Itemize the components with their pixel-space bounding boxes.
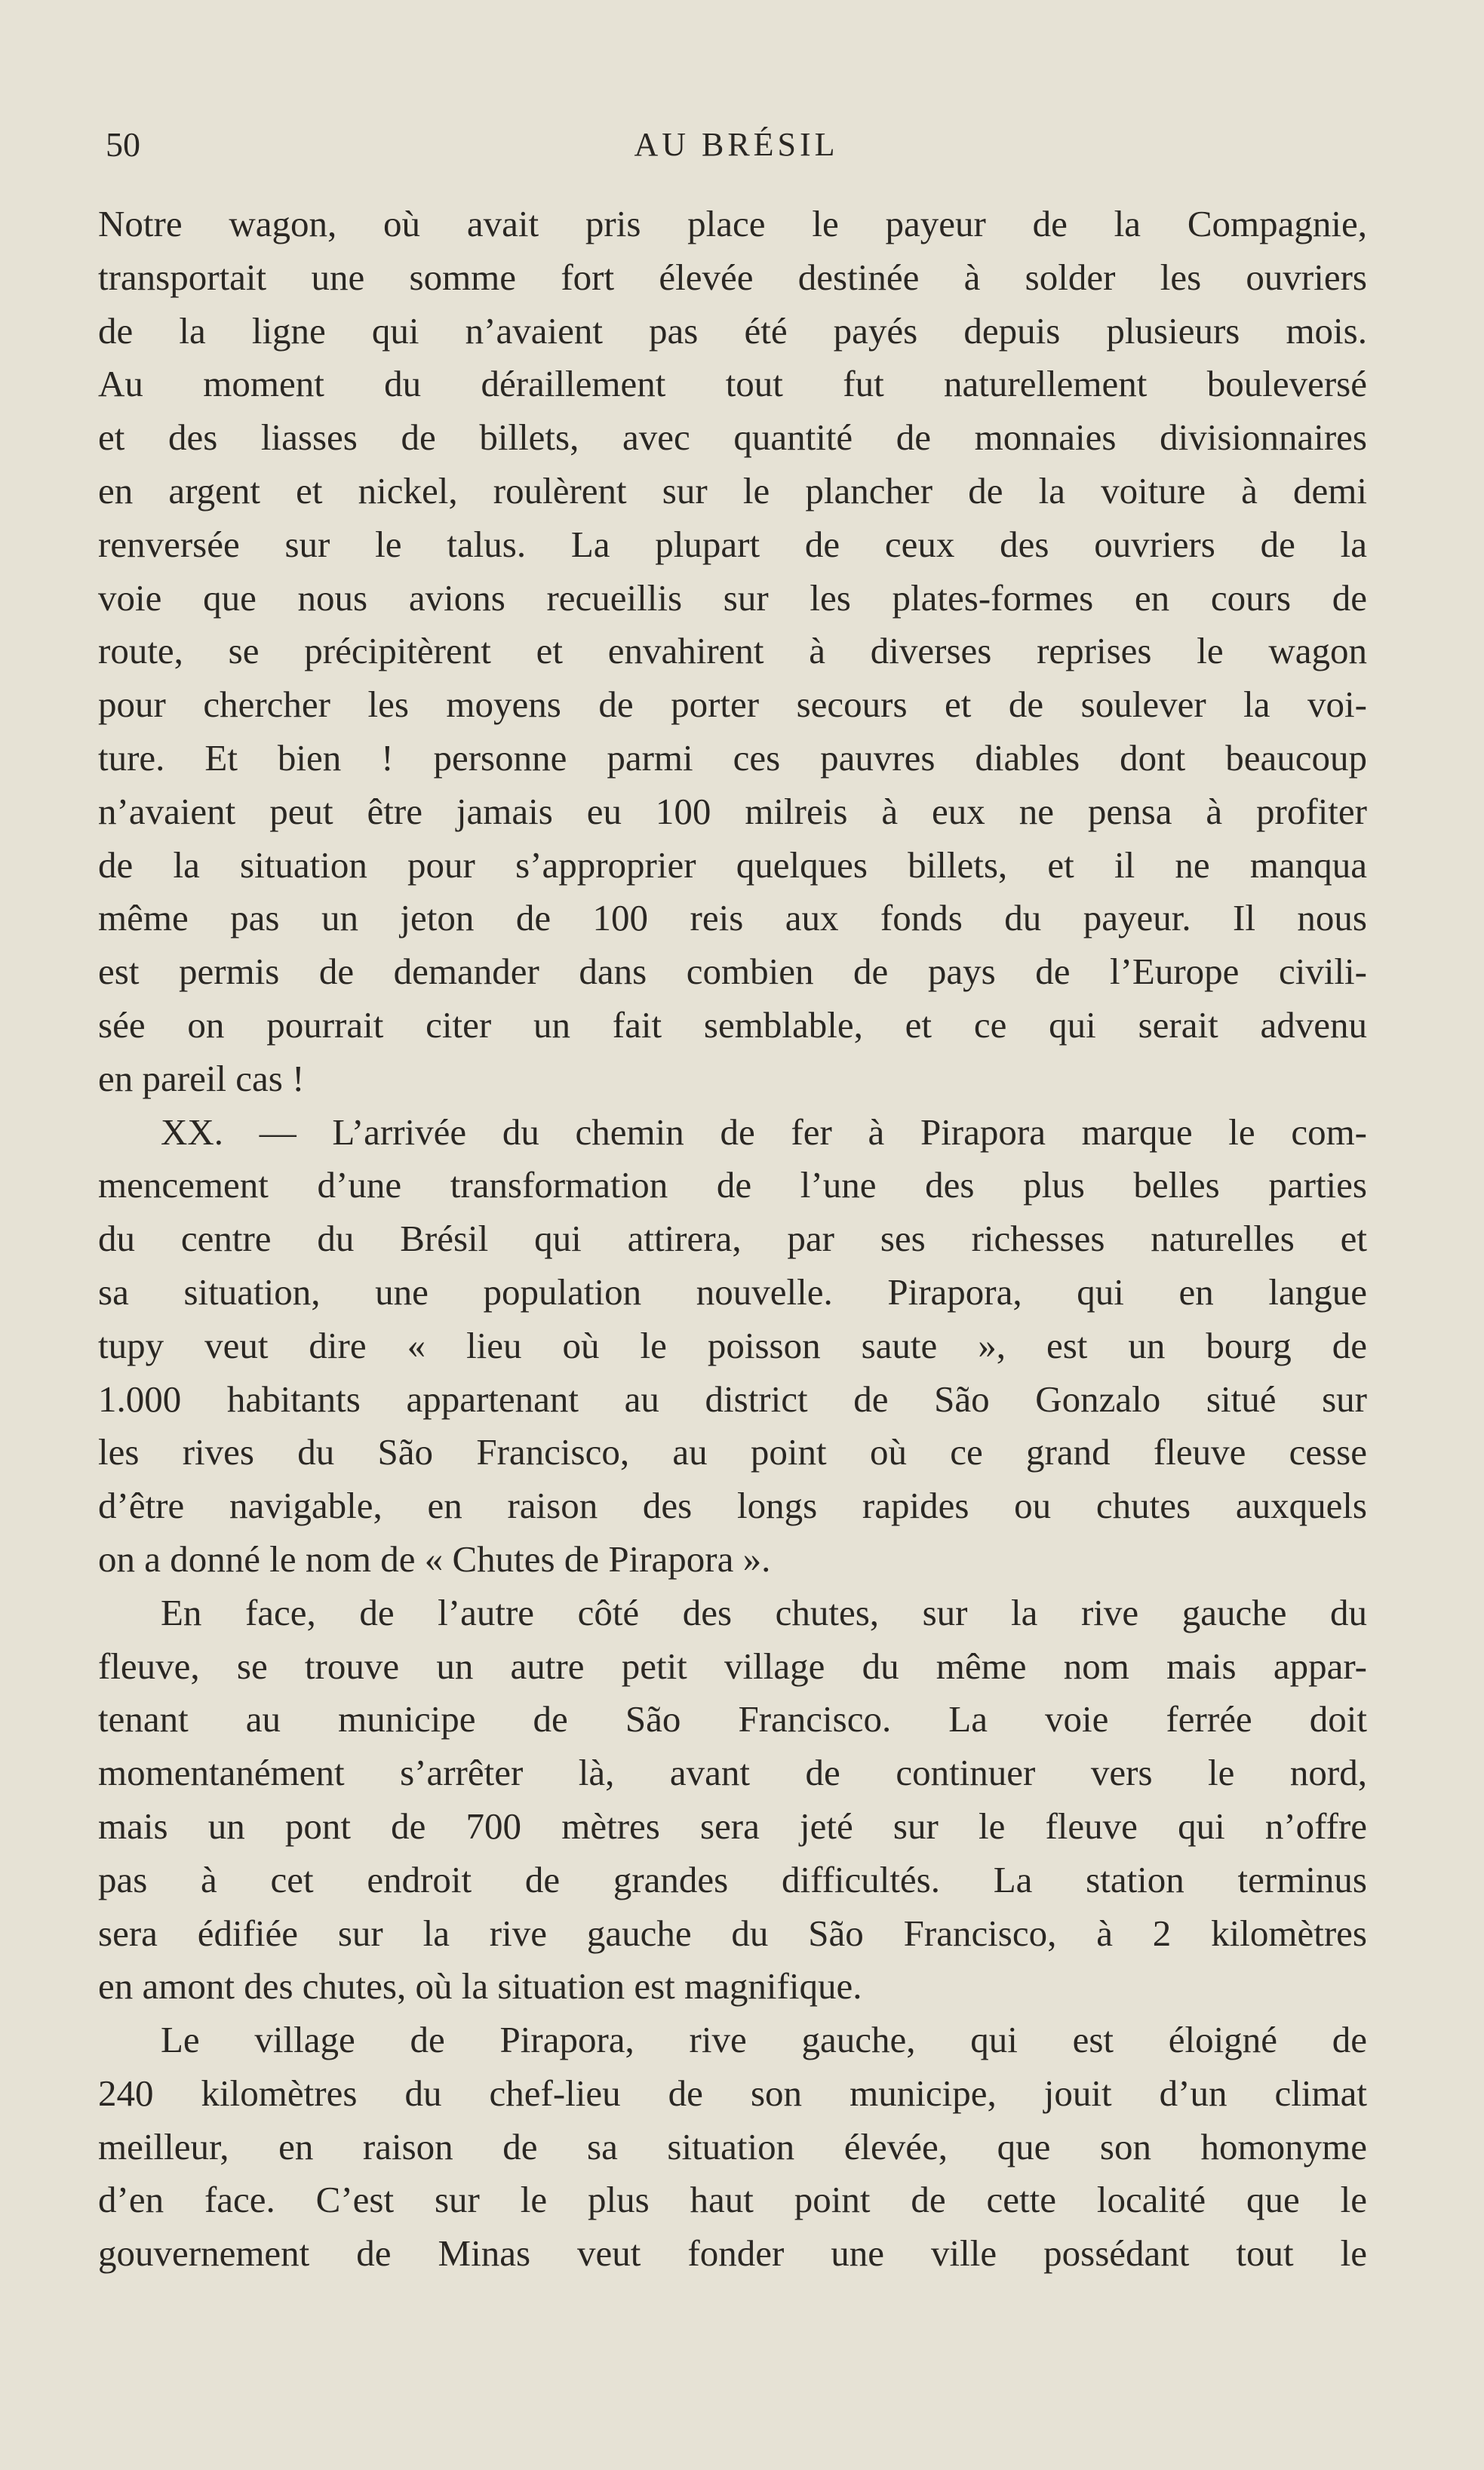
text-line: mais un pont de 700 mètres sera jeté sur le fleuve qui n’offre [98,1805,1367,1847]
body-text [98,198,1367,2281]
text-line: voie que nous avions recueillis sur les plates-formes en cours de [98,576,1367,619]
text-line: et des liasses de billets, avec quantité de monnaies divisionnaires [98,416,1367,459]
text-line: même pas un jeton de 100 reis aux fonds du payeur. Il nous [98,897,1367,939]
text-line: route, se précipitèrent et envahirent à diverses reprises le wagon [98,630,1367,672]
text-line: momentanément s’arrêter là, avant de continuer vers le nord, [98,1752,1367,1794]
text-line: les rives du São Francisco, au point où ce grand fleuve cesse [98,1431,1367,1473]
text-line: sera édifiée sur la rive gauche du São Francisco, à 2 kilomètres [98,1912,1367,1954]
text-line: gouvernement de Minas veut fonder une ville possédant tout le [98,2232,1367,2275]
text-line: ture. Et bien ! personne parmi ces pauvres diables dont beaucoup [98,736,1367,779]
text-line: 240 kilomètres du chef-lieu de son municipe, jouit d’un climat [98,2072,1367,2114]
text-line: mencement d’une transformation de l’une des plus belles parties [98,1164,1367,1206]
text-line: de la situation pour s’approprier quelques billets, et il ne manqua [98,843,1367,886]
running-title: AU BRÉSIL [634,126,839,163]
text-line: sée on pourrait citer un fait semblable, et ce qui serait advenu [98,1003,1367,1046]
text-line: renversée sur le talus. La plupart de ceux des ouvriers de la [98,523,1367,565]
text-line: Le village de Pirapora, rive gauche, qui est éloigné de [161,2019,1367,2061]
text-line: on a donné le nom de « Chutes de Pirapora ». [98,1538,771,1580]
text-line: d’être navigable, en raison des longs rapides ou chutes auxquels [98,1485,1367,1527]
text-line: Notre wagon, où avait pris place le payeur de la Compagnie, [98,203,1367,244]
text-line: pas à cet endroit de grandes difficultés. La station terminus [98,1858,1367,1900]
page-header [106,122,1367,167]
text-line: pour chercher les moyens de porter secours et de soulever la voi- [98,684,1367,726]
text-line: d’en face. C’est sur le plus haut point de cette localité que le [98,2179,1367,2221]
text-line: En face, de l’autre côté des chutes, sur la rive gauche du [161,1591,1367,1633]
text-line: Au moment du déraillement tout fut naturellement bouleversé [98,363,1367,405]
text-line: fleuve, se trouve un autre petit village du même nom mais appar- [98,1645,1367,1687]
text-line: tenant au municipe de São Francisco. La voie ferrée doit [98,1698,1367,1740]
text-line: est permis de demander dans combien de pays de l’Europe civili- [98,951,1367,993]
text-line: en argent et nickel, roulèrent sur le plancher de la voiture à demi [98,469,1367,512]
text-line: XX. — L’arrivée du chemin de fer à Pirapora marque le com- [161,1111,1367,1153]
text-line: meilleur, en raison de sa situation élevée, que son homonyme [98,2125,1367,2167]
page-number: 50 [106,125,140,164]
text-line: 1.000 habitants appartenant au district de São Gonzalo situé sur [98,1378,1367,1420]
text-line: de la ligne qui n’avaient pas été payés depuis plusieurs mois. [98,309,1367,352]
text-line: n’avaient peut être jamais eu 100 milreis à eux ne pensa à profiter [98,790,1367,832]
text-line: du centre du Brésil qui attirera, par ses richesses naturelles et [98,1218,1367,1260]
text-line: sa situation, une population nouvelle. Pirapora, qui en langue [98,1270,1367,1313]
text-line: en pareil cas ! [98,1057,305,1099]
text-line: tupy veut dire « lieu où le poisson saute », est un bourg de [98,1324,1367,1366]
text-line: en amont des chutes, où la situation est magnifique. [98,1965,862,2008]
text-line: transportait une somme fort élevée destinée à solder les ouvriers [98,256,1367,298]
